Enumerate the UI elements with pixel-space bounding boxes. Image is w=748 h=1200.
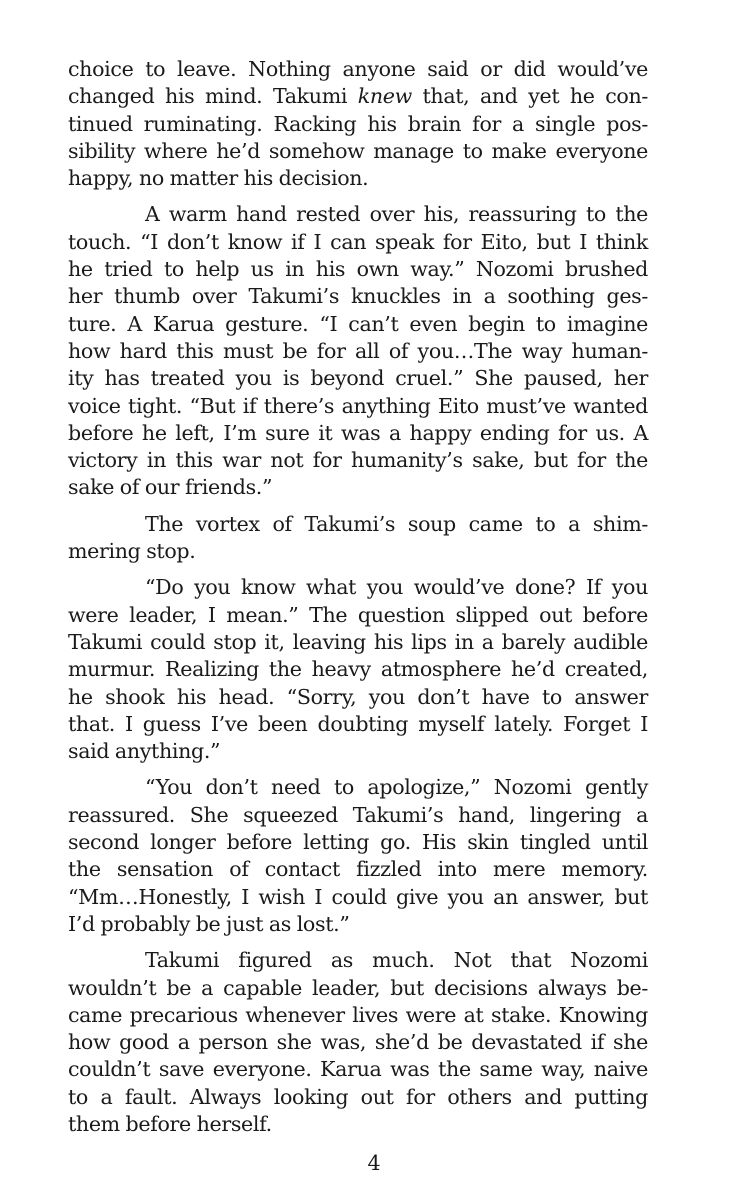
text-line: came precarious whenever lives were at stake. Knowing: [68, 1002, 648, 1027]
text-line: victory in this war not for humanity’s sake, but for the: [68, 448, 648, 473]
text-segment: that, and yet he con-: [411, 84, 648, 109]
page-number: 4: [367, 1151, 381, 1175]
text-line: couldn’t save everyone. Karua was the same way, naive: [68, 1057, 648, 1082]
text-line: to a fault. Always looking out for others and putting: [68, 1084, 648, 1109]
text-line: were leader, I mean.” The question slipped out before: [68, 602, 648, 627]
paragraph-6: [68, 947, 648, 1138]
emphasized-word: knew: [357, 84, 412, 109]
text-line: that. I guess I’ve been doubting myself lately. Forget I: [68, 711, 648, 736]
text-line: happy, no matter his decision.: [68, 166, 369, 191]
text-line: second longer before letting go. His skin tingled until: [68, 830, 648, 855]
text-line: murmur. Realizing the heavy atmosphere he’d created,: [68, 657, 648, 682]
text-line: tinued ruminating. Racking his brain for a single pos-: [68, 111, 648, 136]
text-line: before he left, I’m sure it was a happy ending for us. A: [68, 420, 648, 445]
text-line: A warm hand rested over his, reassuring to the: [145, 202, 648, 227]
text-line: ity has treated you is beyond cruel.” She paused, her: [68, 366, 648, 391]
text-line: Takumi figured as much. Not that Nozomi: [145, 948, 648, 973]
text-line: he shook his head. “Sorry, you don’t have to answer: [68, 684, 648, 709]
text-line: Takumi could stop it, leaving his lips in a barely audible: [68, 629, 648, 654]
text-line: touch. “I don’t know if I can speak for Eito, but I think: [68, 229, 648, 254]
paragraph-3: [68, 511, 648, 566]
paragraph-1: [68, 56, 648, 192]
text-line: her thumb over Takumi’s knuckles in a soothing ges-: [68, 284, 648, 309]
text-line: “Mm…Honestly, I wish I could give you an answer, but: [68, 884, 648, 909]
text-line: reassured. She squeezed Takumi’s hand, lingering a: [68, 802, 648, 827]
paragraph-2: [68, 201, 648, 501]
text-line: [68, 83, 648, 110]
text-line: ture. A Karua gesture. “I can’t even begin to imagine: [68, 311, 648, 336]
text-line: wouldn’t be a capable leader, but decisions always be-: [68, 975, 648, 1000]
paragraph-5: [68, 774, 648, 938]
text-line: sake of our friends.”: [68, 475, 273, 500]
text-line: I’d probably be just as lost.”: [68, 911, 350, 936]
text-line: choice to leave. Nothing anyone said or did would’ve: [68, 57, 648, 81]
text-line: them before herself.: [68, 1111, 272, 1136]
text-line: “You don’t need to apologize,” Nozomi gently: [145, 775, 648, 800]
paragraph-4: [68, 574, 648, 765]
text-line: sibility where he’d somehow manage to make everyone: [68, 138, 648, 163]
text-line: how hard this must be for all of you…The way human-: [68, 338, 648, 363]
text-line: mering stop.: [68, 539, 196, 564]
text-line: The vortex of Takumi’s soup came to a shim-: [145, 511, 648, 536]
text-line: “Do you know what you would’ve done? If you: [145, 575, 648, 600]
text-line: he tried to help us in his own way.” Nozomi brushed: [68, 257, 648, 282]
text-line: said anything.”: [68, 739, 221, 764]
text-line: the sensation of contact fizzled into mere memory.: [68, 857, 648, 882]
text-segment: changed his mind. Takumi: [68, 84, 358, 109]
text-line: voice tight. “But if there’s anything Eito must’ve wanted: [68, 393, 648, 418]
text-line: how good a person she was, she’d be devastated if she: [68, 1030, 648, 1055]
page-body: [68, 56, 648, 1147]
